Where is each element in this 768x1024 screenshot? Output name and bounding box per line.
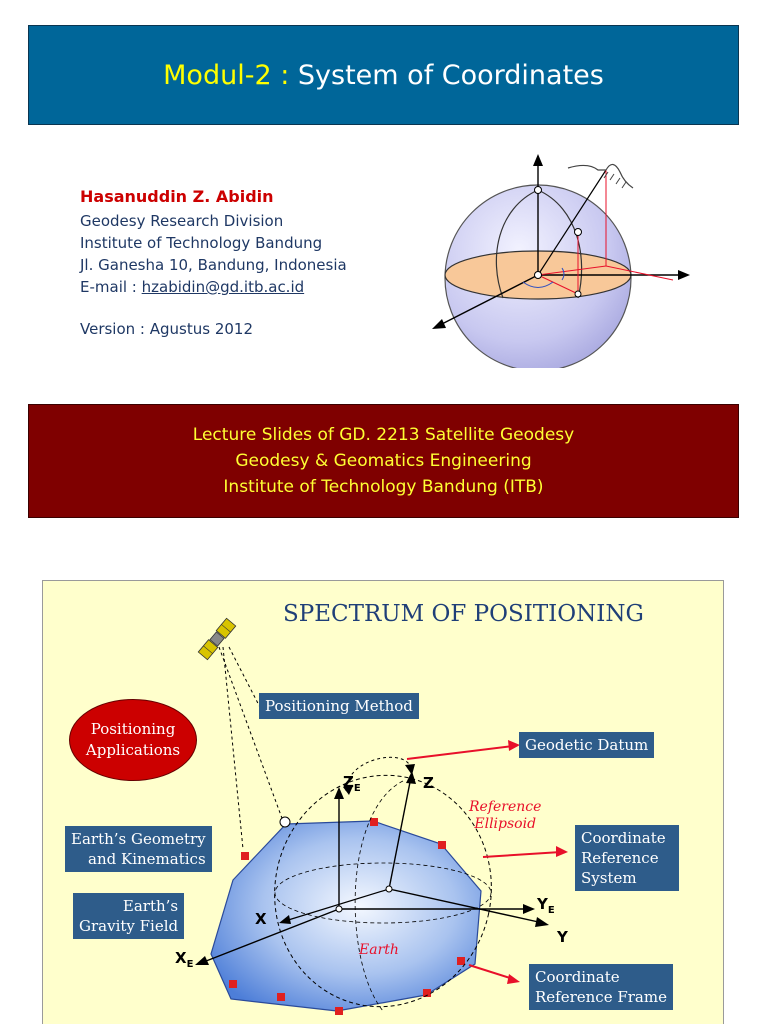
center-point [535, 272, 542, 279]
control-point [229, 980, 237, 988]
signal-line [219, 647, 283, 821]
applications-line1: Positioning [90, 720, 176, 738]
ellipsoid-center-point [386, 886, 392, 892]
control-point [438, 841, 446, 849]
spectrum-title: SPECTRUM OF POSITIONING [283, 601, 644, 627]
university-name: Institute of Technology Bandung (ITB) [223, 477, 544, 497]
gravity-line2: Gravity Field [79, 917, 179, 935]
geometry-line2: and Kinematics [88, 850, 206, 868]
xe-axis-label: $X_E$ [175, 949, 194, 970]
title-banner [28, 25, 739, 125]
earth-shape [211, 821, 481, 1011]
rotation-arrowhead [405, 764, 415, 775]
ref-ellipsoid-line2: Ellipsoid [474, 816, 537, 832]
y-arrowhead [678, 270, 690, 280]
north-pole-point [535, 187, 542, 194]
y-arrowhead [535, 917, 549, 927]
author-name: Hasanuddin Z. Abidin [80, 187, 274, 206]
module-number: Modul-2 : [163, 59, 290, 91]
course-name: Lecture Slides of GD. 2213 Satellite Geodesy [192, 425, 575, 445]
ye-arrowhead [523, 904, 535, 914]
crf-arrowhead [507, 974, 520, 984]
crf-line2: Reference Frame [535, 988, 667, 1006]
crs-line2: Reference [581, 849, 659, 867]
email-label: E-mail : [80, 278, 137, 296]
z-arrowhead [533, 154, 543, 166]
crf-line1: Coordinate [535, 968, 620, 986]
positioning-applications-ellipse [69, 699, 197, 781]
crs-line3: System [581, 869, 637, 887]
datum-arrow [407, 746, 513, 759]
lecture-banner [28, 404, 739, 518]
author-institute: Institute of Technology Bandung [80, 234, 323, 252]
z-axis-label: Z [423, 774, 434, 792]
control-point [370, 818, 378, 826]
author-email-row [80, 276, 347, 298]
ze-axis-label: $Z_E$ [343, 773, 361, 794]
x-arrowhead [432, 319, 446, 329]
version-text: Version : Agustus 2012 [80, 320, 253, 338]
control-point [241, 852, 249, 860]
crs-line1: Coordinate [581, 829, 666, 847]
coordinate-sphere-figure [428, 148, 698, 368]
crs-arrow [483, 852, 561, 857]
geocenter-point [336, 906, 342, 912]
y-axis-label: Y [557, 928, 568, 946]
earth-label: Earth [359, 942, 399, 958]
module-title: System of Coordinates [297, 59, 604, 91]
terrain-icon [568, 164, 633, 188]
signal-line-2 [223, 647, 243, 849]
author-block [80, 186, 347, 340]
crs-arrowhead [556, 846, 568, 857]
ye-axis-label: $Y_E$ [537, 895, 555, 916]
surface-point [575, 229, 582, 236]
spectrum-panel [42, 580, 724, 1024]
earth-geometry-box [65, 826, 212, 872]
observer-point [280, 817, 290, 827]
coordinate-reference-system-box [575, 825, 679, 891]
terrain-hatch [604, 172, 626, 188]
x-axis-label: X [255, 910, 267, 928]
applications-line2: Applications [85, 741, 181, 759]
crf-arrow [469, 965, 513, 979]
earth-gravity-box [73, 893, 184, 939]
control-point [277, 993, 285, 1001]
department-name: Geodesy & Geomatics Engineering [235, 451, 532, 471]
geometry-line1: Earth’s Geometry [71, 830, 206, 848]
coordinate-reference-frame-box [529, 964, 673, 1010]
equator-point [575, 291, 581, 297]
positioning-method-box: Positioning Method [259, 693, 419, 719]
geodetic-datum-box: Geodetic Datum [519, 732, 654, 758]
reference-ellipsoid-label [469, 799, 541, 833]
email-link[interactable]: hzabidin@gd.itb.ac.id [141, 278, 305, 296]
ref-ellipsoid-line1: Reference [469, 799, 542, 815]
author-address: Jl. Ganesha 10, Bandung, Indonesia [80, 256, 347, 274]
control-point [335, 1007, 343, 1015]
satellite-icon [198, 618, 235, 659]
author-division: Geodesy Research Division [80, 212, 284, 230]
xe-arrowhead [195, 956, 209, 965]
gravity-line1: Earth’s [122, 897, 179, 915]
control-point [457, 957, 465, 965]
